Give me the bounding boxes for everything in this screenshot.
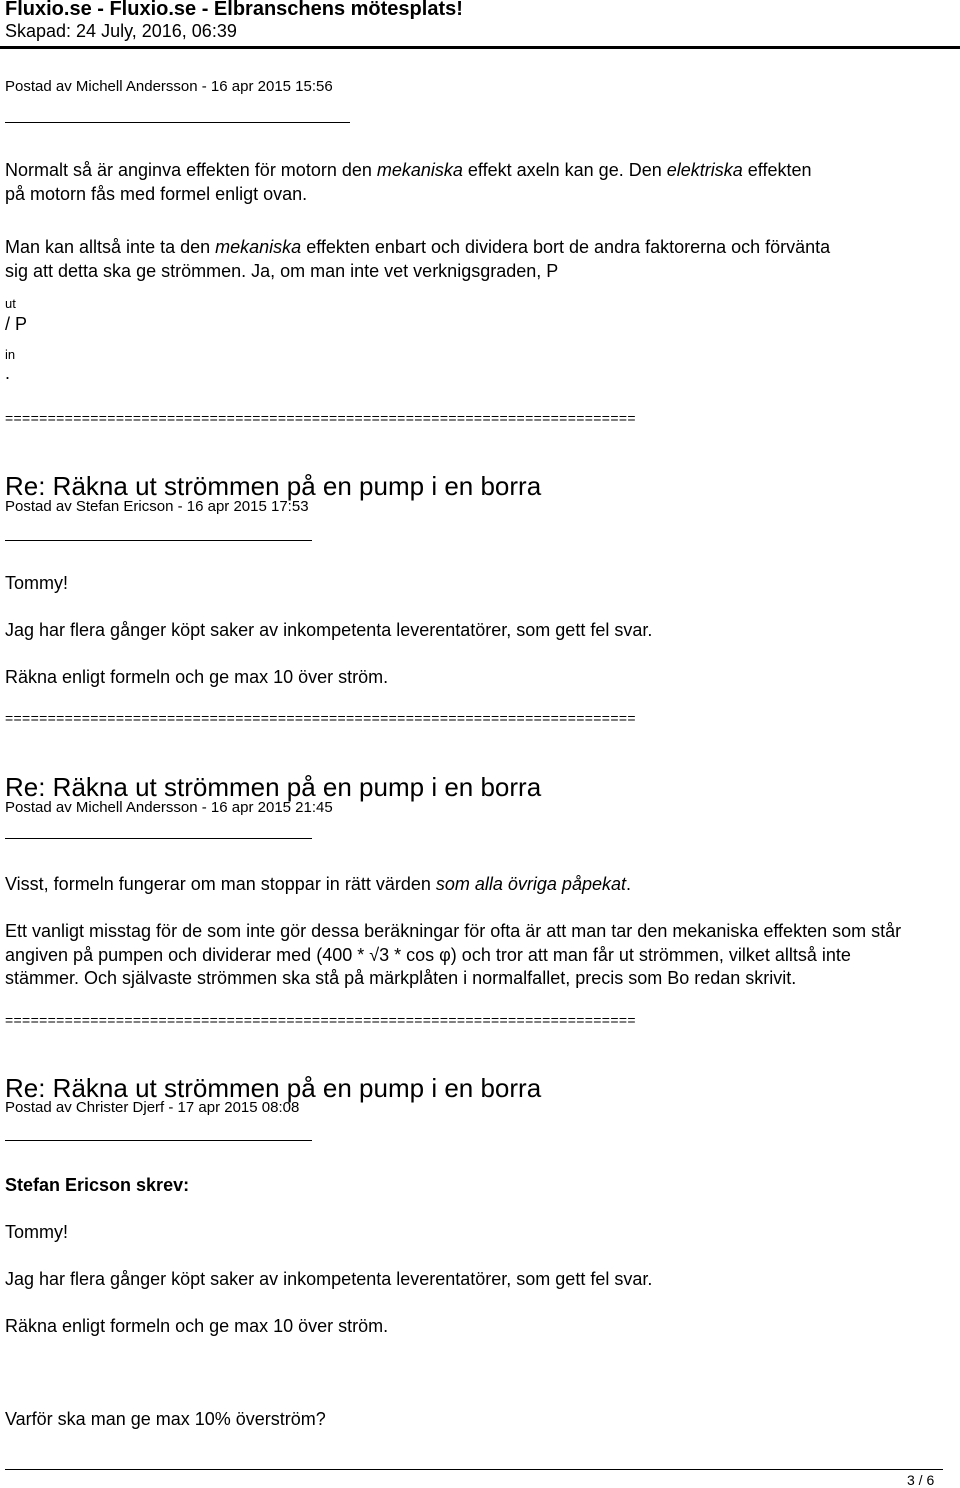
post-meta: Postad av Michell Andersson - 16 apr 2015 15:56 [5,78,333,95]
post-text: Ett vanligt misstag för de som inte gör dessa beräkningar för ofta är att man tar den mekaniska effekten som står [5,921,902,941]
post-title: Re: Räkna ut strömmen på en pump i en borra [5,1073,542,1103]
separator: ========================================================================== [5,710,636,726]
subscript-text: ut [5,296,16,311]
post-text: Man kan alltså inte ta den mekaniska effekten enbart och dividera bort de andra faktorerna och förvänta [5,237,831,257]
post-text: Jag har flera gånger köpt saker av inkompetenta leverentatörer, som gett fel svar. [5,620,653,640]
signature-line [5,838,312,839]
post-text: Normalt så är anginva effekten för motorn den mekaniska effekt axeln kan ge. Den elektriska effekten [5,160,812,180]
quote-text: Räkna enligt formeln och ge max 10 över ström. [5,1316,389,1336]
page-number: 3 / 6 [907,1472,935,1488]
post-text: Visst, formeln fungerar om man stoppar in rätt värden som alla övriga påpekat. [5,874,631,894]
post-text: Varför ska man ge max 10% överström? [5,1409,326,1429]
separator: ========================================================================== [5,1012,636,1028]
post-meta: Postad av Michell Andersson - 16 apr 2015 21:45 [5,799,333,816]
created-date: Skapad: 24 July, 2016, 06:39 [5,21,237,41]
post-text: stämmer. Och självaste strömmen ska stå på märkplåten i normalfallet, precis som Bo redan skrivit. [5,968,797,988]
signature-line [5,122,350,123]
post-text: Tommy! [5,573,68,593]
quote-text: Jag har flera gånger köpt saker av inkompetenta leverentatörer, som gett fel svar. [5,1269,653,1289]
footer-line [5,1469,943,1470]
post-text: angiven på pumpen och dividerar med (400 * √3 * cos φ) och tror att man får ut strömmen, vilket alltså inte [5,945,851,965]
quote-text: Tommy! [5,1222,68,1242]
post-meta: Postad av Stefan Ericson - 16 apr 2015 17:53 [5,498,309,515]
post-text: / P [5,314,28,334]
quote-author: Stefan Ericson skrev: [5,1175,190,1195]
post-meta: Postad av Christer Djerf - 17 apr 2015 08:08 [5,1099,300,1116]
post-text: på motorn fås med formel enligt ovan. [5,184,308,204]
separator: ========================================================================== [5,410,636,426]
post-text: . [5,363,11,383]
signature-line [5,1140,312,1141]
site-title: Fluxio.se - Fluxio.se - Elbranschens mötesplats! [5,0,463,20]
post-title: Re: Räkna ut strömmen på en pump i en borra [5,772,542,802]
post-title: Re: Räkna ut strömmen på en pump i en borra [5,471,542,501]
post-text: Räkna enligt formeln och ge max 10 över ström. [5,667,389,687]
subscript-text: in [5,347,16,362]
post-text: sig att detta ska ge strömmen. Ja, om man inte vet verknigsgraden, P [5,261,559,281]
signature-line [5,540,312,541]
